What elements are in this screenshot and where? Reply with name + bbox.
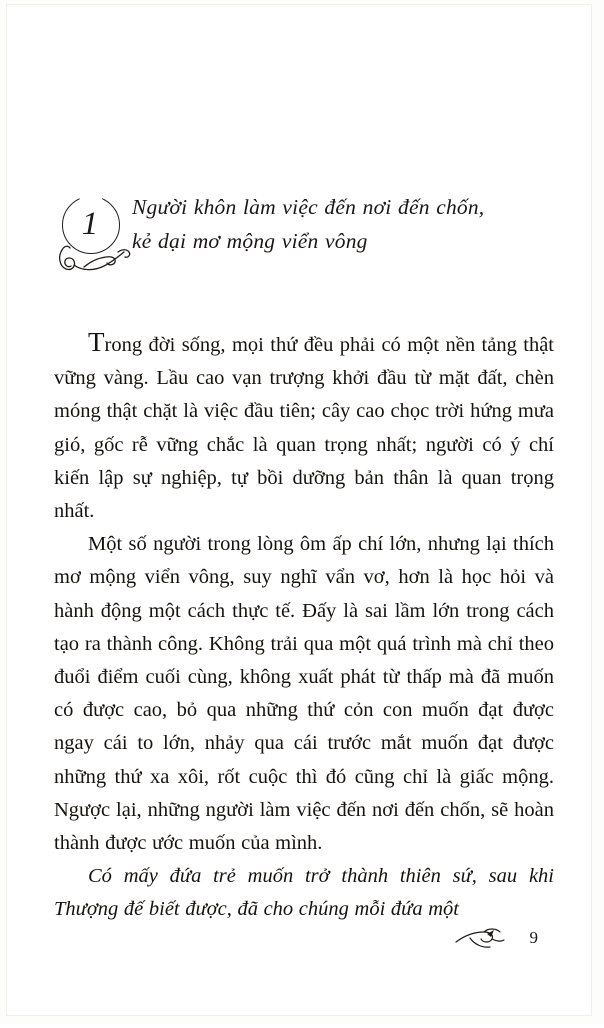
page-footer	[54, 926, 562, 960]
chapter-title	[132, 190, 552, 258]
body-text	[54, 326, 554, 927]
chapter-number-badge	[54, 192, 136, 284]
paragraph-2: Một số người trong lòng ôm ấp chí lớn, nhưng lại thích mơ mộng viển vông, suy nghĩ vẩn vơ, hơn là học hỏi và hành động một cách thực tế. Đấy là sai lầm lớn trong cách tạo ra thành công. Không trải qua một quá trình mà chỉ theo đuổi điểm cuối cùng, không xuất phát từ thấp mà đã muốn có được cao, bỏ qua những thứ cỏn con muốn đạt được ngay cái to lớn, nhảy qua cái trước mắt muốn đạt được những thứ xa xôi, rốt cuộc thì đó cũng chỉ là giấc mộng. Ngược lại, những người làm việc đến nơi đến chốn, sẽ hoàn thành được ước muốn của mình.	[54, 533, 554, 855]
page-number: 9	[529, 928, 538, 947]
page-content	[54, 4, 562, 1028]
chapter-number: 1	[81, 206, 99, 242]
chapter-title-line-2: kẻ dại mơ mộng viển vông	[132, 229, 368, 253]
chapter-heading	[54, 192, 554, 284]
chapter-title-line-1: Người khôn làm việc đến nơi đến chốn,	[132, 195, 485, 219]
paragraph-1: Trong đời sống, mọi thứ đều phải có một nền tảng thật vững vàng. Lầu cao vạn trượng khởi đầu từ mặt đất, chèn móng thật chặt là việc đầu tiên; cây cao chọc trời hứng mưa gió, gốc rễ vững chắc là quan trọng nhất; người có ý chí kiến lập sự nghiệp, tự bồi dưỡng bản thân là quan trọng nhất.	[54, 327, 554, 523]
footer-ornament-icon	[454, 926, 506, 952]
paragraph-3: Có mấy đứa trẻ muốn trở thành thiên sứ, sau khi Thượng đế biết được, đã cho chúng mỗi đứa một	[54, 865, 554, 921]
page-surface	[6, 4, 592, 1016]
flourish-icon	[54, 240, 132, 280]
